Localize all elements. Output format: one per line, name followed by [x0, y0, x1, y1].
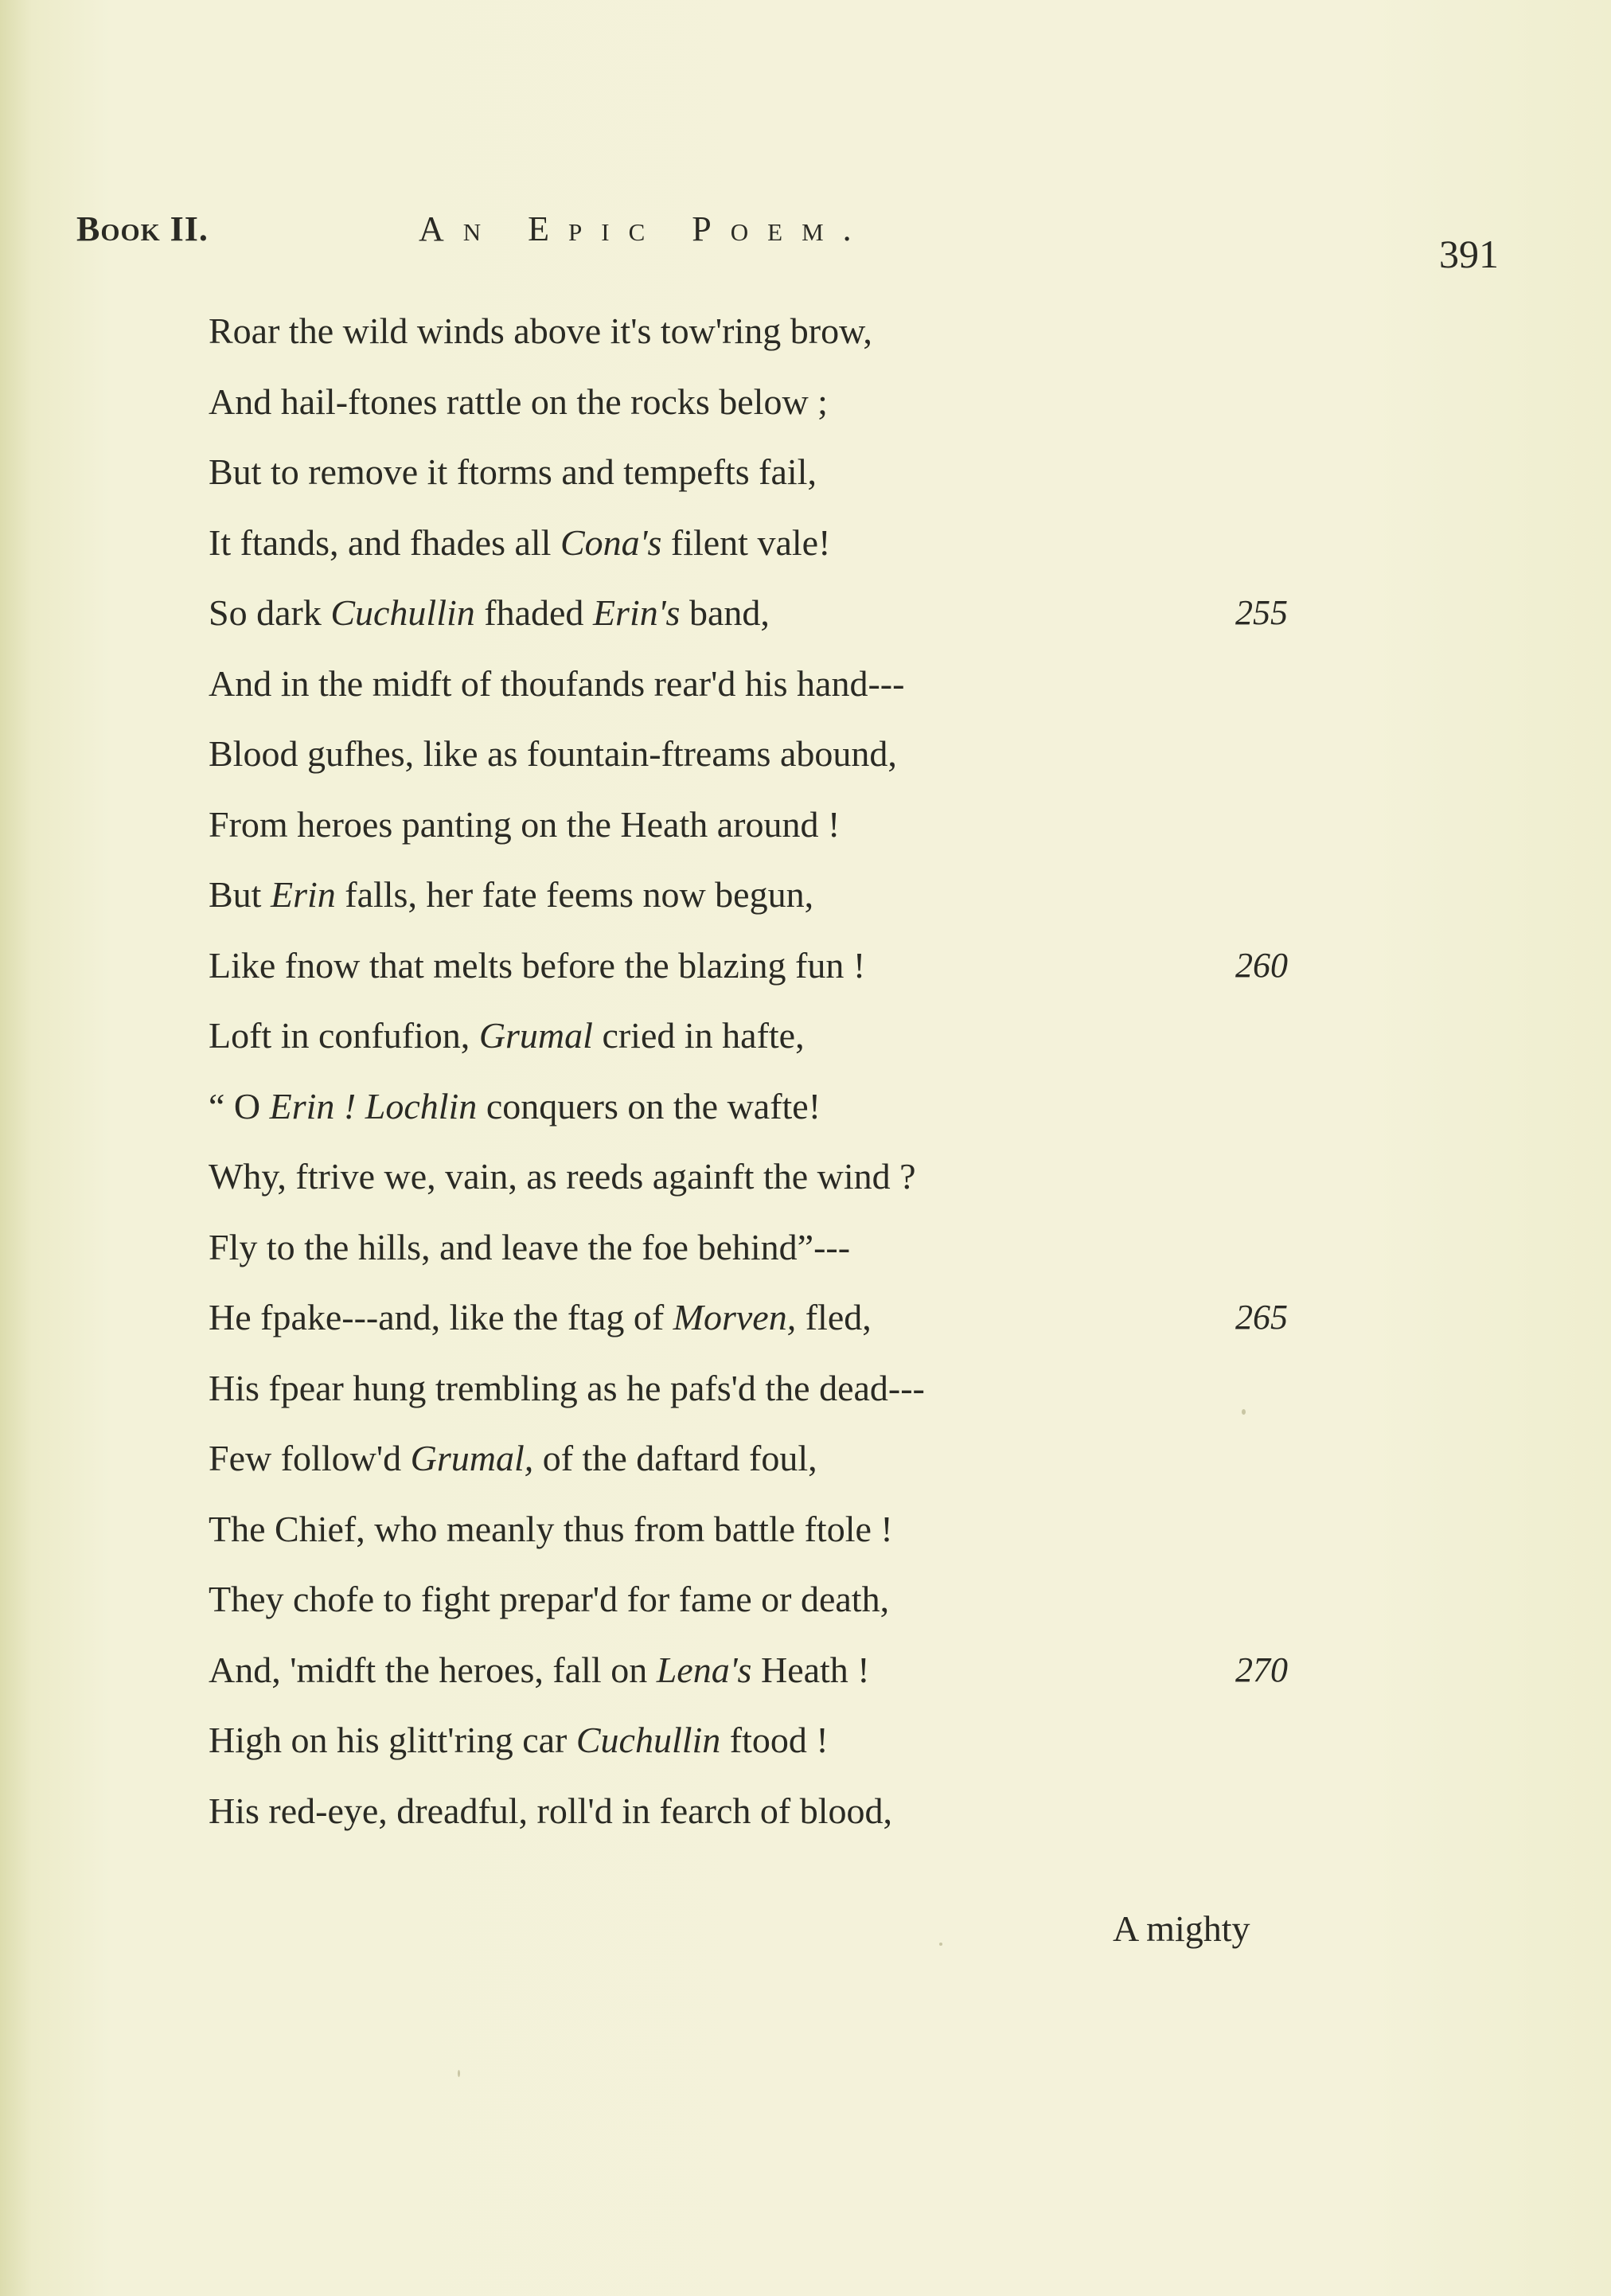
text-segment: Roar the wild winds above it's tow'ring brow, — [209, 310, 872, 351]
text-segment: Heath ! — [751, 1649, 870, 1690]
verse-line-text — [209, 1086, 821, 1127]
text-segment: And hail-ftones rattle on the rocks below ; — [209, 381, 828, 422]
italic-name: Erin ! — [269, 1085, 357, 1127]
text-segment: falls, her fate feems now begun, — [335, 874, 814, 915]
text-segment: High on his glitt'ring car — [209, 1720, 576, 1760]
book-label: Book II. — [76, 209, 209, 248]
verse-line-text — [209, 874, 813, 915]
verse-line-text — [209, 1790, 892, 1831]
text-segment: So dark — [209, 592, 331, 633]
text-segment: But — [209, 874, 271, 915]
text-segment: Fly to the hills, and leave the foe behind”--- — [209, 1226, 851, 1267]
italic-name: Morven, — [673, 1297, 797, 1337]
text-segment: Loft in confufion, — [209, 1015, 479, 1056]
verse-line — [209, 1648, 1402, 1719]
verse-line-text — [209, 663, 904, 704]
verse-line-text — [209, 1015, 805, 1056]
verse-block — [209, 309, 1402, 1859]
verse-line — [209, 943, 1402, 1014]
catchword: A mighty — [1113, 1908, 1250, 1949]
text-segment: His fpear hung trembling as he pafs'd the dead--- — [209, 1367, 925, 1408]
verse-line — [209, 802, 1402, 873]
text-segment: of the daftard foul, — [533, 1438, 817, 1478]
verse-line-text — [209, 451, 817, 492]
text-segment: From heroes panting on the Heath around ! — [209, 803, 841, 845]
verse-line — [209, 1577, 1402, 1648]
verse-line-text — [209, 1650, 870, 1690]
verse-line-text — [209, 1720, 829, 1760]
italic-name: Erin's — [592, 592, 681, 633]
text-segment: And in the midft of thoufands rear'd his hand--- — [209, 662, 905, 704]
text-segment: “ O — [209, 1085, 270, 1127]
verse-line — [209, 1013, 1402, 1084]
verse-line — [209, 1718, 1402, 1789]
verse-line — [209, 309, 1402, 380]
text-segment: band, — [680, 592, 770, 633]
text-segment: But to remove it ftorms and tempefts fail, — [209, 451, 817, 492]
running-title: An Epic Poem. — [419, 209, 871, 248]
italic-name: Grumal, — [410, 1438, 534, 1478]
verse-line — [209, 1154, 1402, 1225]
verse-line — [209, 873, 1402, 943]
text-segment: filent vale! — [661, 521, 831, 563]
verse-line-text — [209, 592, 770, 633]
verse-line-text — [209, 733, 897, 774]
text-segment: ftood ! — [720, 1720, 829, 1760]
verse-line-text — [209, 1438, 817, 1478]
verse-line-text — [209, 310, 872, 351]
line-number: 265 — [1235, 1298, 1288, 1337]
verse-line — [209, 1084, 1402, 1155]
text-segment: He fpake---and, like the ftag of — [209, 1297, 673, 1337]
verse-line-text — [209, 1509, 893, 1549]
line-number: 255 — [1235, 593, 1288, 632]
verse-line-text — [209, 522, 830, 563]
verse-line-text — [209, 1579, 889, 1619]
italic-name: Cuchullin — [330, 592, 475, 633]
line-number: 270 — [1235, 1650, 1288, 1689]
paper-speck — [939, 1943, 942, 1946]
italic-name: Lochlin — [365, 1085, 478, 1127]
text-segment — [356, 1086, 365, 1127]
verse-line — [209, 1225, 1402, 1296]
text-segment: fled, — [796, 1297, 872, 1337]
verse-line — [209, 732, 1402, 802]
verse-line-text — [209, 381, 828, 422]
text-segment: It ftands, and fhades all — [209, 521, 560, 563]
page-number: 391 — [1439, 232, 1499, 276]
verse-line — [209, 380, 1402, 451]
verse-line — [209, 1436, 1402, 1507]
verse-line-text — [209, 1227, 850, 1267]
paper-speck — [1242, 1409, 1246, 1415]
verse-line-text — [209, 945, 865, 986]
verse-line — [209, 1507, 1402, 1578]
running-header — [76, 209, 1509, 272]
text-segment: cried in hafte, — [592, 1015, 805, 1056]
italic-name: Cona's — [560, 521, 662, 563]
italic-name: Cuchullin — [575, 1720, 721, 1760]
line-number: 260 — [1235, 945, 1288, 985]
verse-line — [209, 662, 1402, 732]
text-segment: His red-eye, dreadful, roll'd in fearch of blood, — [209, 1790, 892, 1831]
text-segment: Blood gufhes, like as fountain-ftreams abound, — [209, 733, 897, 774]
italic-name: Grumal — [478, 1015, 593, 1056]
text-segment: They chofe to fight prepar'd for fame or death, — [209, 1579, 890, 1619]
verse-line — [209, 1366, 1402, 1437]
text-segment: Why, ftrive we, vain, as reeds againft the wind ? — [209, 1156, 916, 1197]
italic-name: Lena's — [656, 1649, 752, 1690]
verse-line — [209, 591, 1402, 662]
verse-line — [209, 521, 1402, 592]
verse-line — [209, 1295, 1402, 1366]
text-segment: fhaded — [474, 592, 593, 633]
text-segment: Few follow'd — [209, 1438, 411, 1478]
italic-name: Erin — [270, 874, 336, 915]
verse-line-text — [209, 804, 840, 845]
paper-speck — [458, 2070, 460, 2077]
text-segment: And, 'midft the heroes, fall on — [209, 1649, 657, 1690]
verse-line-text — [209, 1297, 872, 1337]
verse-line — [209, 1789, 1402, 1860]
verse-line-text — [209, 1156, 916, 1197]
text-segment: The Chief, who meanly thus from battle ftole ! — [209, 1508, 893, 1549]
text-segment: conquers on the wafte! — [477, 1085, 821, 1127]
verse-line — [209, 450, 1402, 521]
text-segment: Like fnow that melts before the blazing fun ! — [209, 944, 866, 986]
verse-line-text — [209, 1368, 925, 1408]
